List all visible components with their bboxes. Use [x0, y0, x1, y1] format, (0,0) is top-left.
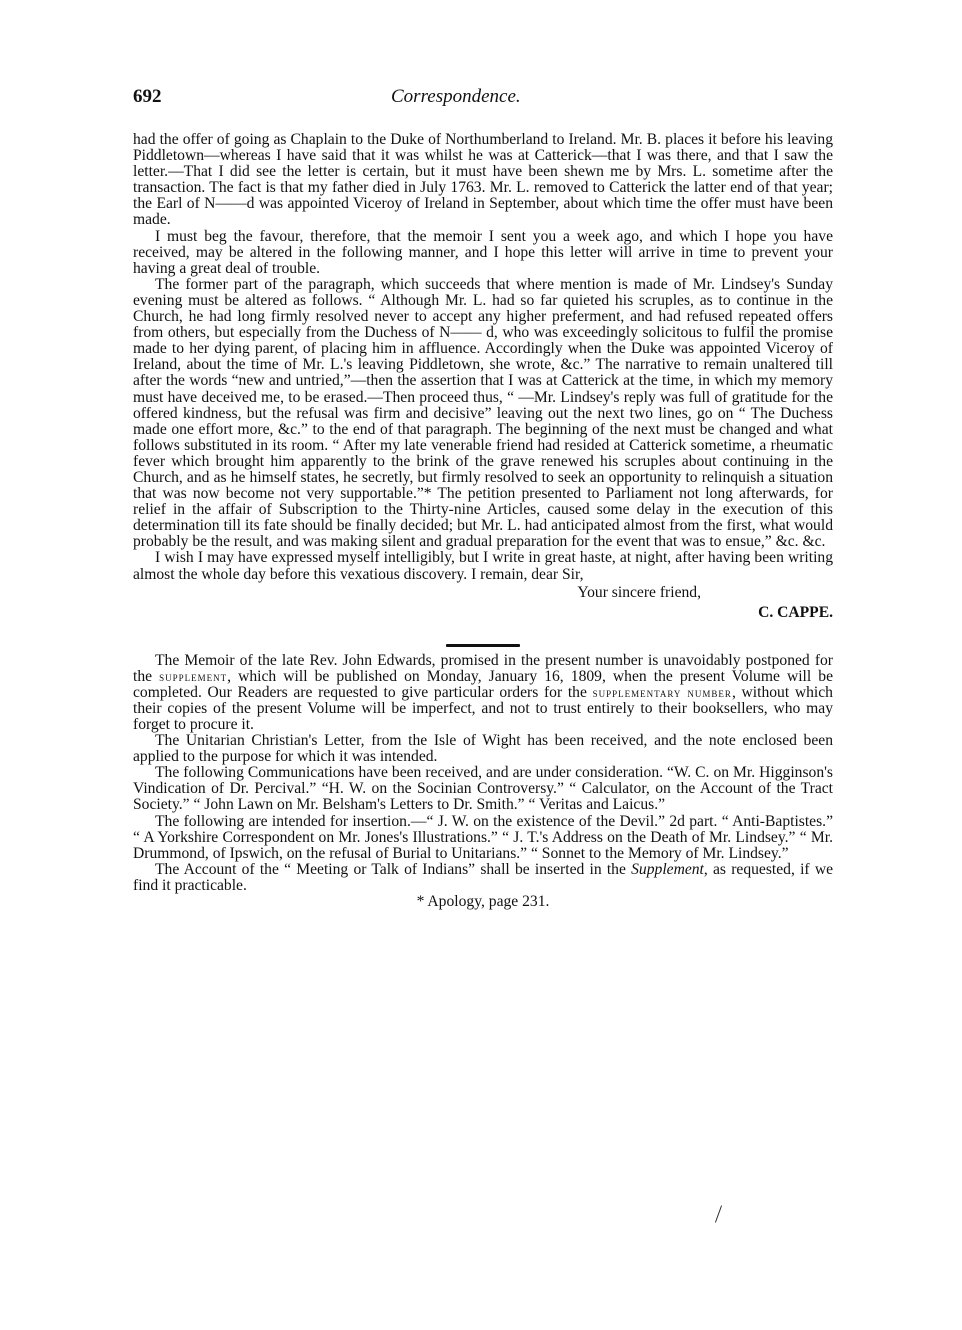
small-caps-term: supplementary number: [592, 684, 732, 700]
notice-indians: [133, 862, 833, 894]
notice-memoir: [133, 653, 833, 733]
section-divider: [446, 644, 520, 647]
notice-text: , which will be published on Monday, January 16, 1809, when the present Volume will be completed. Our Readers are requested to give particular orders for the: [133, 667, 834, 701]
letter-paragraph: I must beg the favour, therefore, that the memoir I sent you a week ago, and which I hope you have received, may be altered in the following manner, and I hope this letter will arrive in time to prevent your having a great deal of trouble.: [133, 227, 833, 277]
notice-under-consideration: The following Communications have been received, and are under consideration. “W. C. on Mr. Higginson's Vindication of Dr. Percival.” “H. W. on the Socinian Controversy.” “ Calculator, on the Account of the Tract Society.” “ John Lawn on Mr. Belsham's Letters to Dr. Smith.” “ Veritas and Laicus.”: [133, 764, 833, 814]
stray-ink-mark: [715, 1205, 722, 1222]
valediction: Your sincere friend,: [577, 583, 701, 601]
footnote: * Apology, page 231.: [416, 893, 550, 911]
running-title: Correspondence.: [391, 86, 521, 107]
running-head: [133, 86, 833, 110]
notice-for-insertion: The following are intended for insertion.—“ J. W. on the existence of the Devil.” 2d part. “ Anti-Baptistes.” “ A Yorkshire Correspondent on Mr. Jones's Illustrations.” “ J. T.'s Address on the Death of Mr. Lindsey.” “ Mr. Drummond, of Ipswich, on the refusal of Burial to Unitarians.” “ Sonnet to the Memory of Mr. Lindsey.”: [133, 812, 833, 862]
closing-paragraph-text: I wish I may have expressed myself intelligibly, but I write in great haste, at night, after having been writing almost the whole day before this vexatious discovery.: [133, 549, 833, 583]
editor-notices: [133, 653, 833, 911]
italic-term: Supplement: [631, 860, 704, 878]
notice-text: , as requested, if we find it practicable.: [133, 860, 834, 894]
notice-text: , without which their copies of the present Volume will be imperfect, and not to trust entirely to their booksellers, who may forget to procure it.: [133, 683, 833, 733]
letter-paragraph: The former part of the paragraph, which succeeds that where mention is made of Mr. Lindsey's Sunday evening must be altered as follows. “ Although Mr. L. had so far quieted his scruples, as to continue in the Church, he had long firmly resolved never to accept any higher preferment, and had refused repeated offers from others, but especially from the Duchess of N—— d, who was exceedingly solicitous to fulfil the promise made to her dying parent, of placing him in affluence. Accordingly when the Duke was appointed Viceroy of Ireland, about the time of Mr. L.'s leaving Piddletown, she wrote, &c.” The narrative to remain unaltered till after the words “new and untried,”—then the assertion that I was at Catterick at the time, in which my memory must have deceived me, to be erased.—Then proceed thus, “ —Mr. Lindsey's reply was full of gratitude for the offered kindness, but the refusal was firm and decisive” leaving out the next two lines, go on “ The Duchess made one effort more, &c.” to the end of that paragraph. The beginning of the next must be changed and what follows substituted in its room. “ After my late venerable friend had resided at Catterick sometime, a rheumatic fever which brought him apparently to the brink of the grave renewed his scruples about continuing in the Church, and as he himself states, he secretly, but firmly resolved to seek an opportunity to relinquish a situation that was now become not very supportable.”* The petition presented to Parliament not long afterwards, for relief in the affair of Subscription to the Thirty-nine Articles, caused some delay in the execution of this determination till its fate should be finally decided; but Mr. L. had anticipated almost from the first, what would probably be the result, and was making silent and gradual preparation for the event that was to ensue,” &c. &c.: [133, 275, 833, 551]
letter-paragraph: had the offer of going as Chaplain to the Duke of Northumberland to Ireland. Mr. B. places it before his leaving Piddletown—whereas I have said that it was whilst he was at Catterick—that I was there, and that I saw the letter.—That I did see the letter is certain, but it must have been shewn me by Mrs. L. sometime after the transaction. The fact is that my father died in July 1763. Mr. L. removed to Catterick the latter end of that year; the Earl of N——d was appointed Viceroy of Ireland in September, about which time the offer must have been made.: [133, 131, 833, 229]
body-text: [133, 132, 833, 910]
notice-unitarian-letter: The Unitarian Christian's Letter, from the Isle of Wight has been received, and the note enclosed been applied to the purpose for which it was intended.: [133, 732, 833, 766]
page-number: 692: [133, 86, 162, 107]
notice-text: The Account of the “ Meeting or Talk of Indians” shall be inserted in the: [155, 860, 632, 878]
signature: C. CAPPE.: [758, 603, 833, 621]
closing-remark: I remain, dear Sir,: [471, 565, 584, 583]
small-caps-term: supplement: [159, 668, 228, 684]
letter-paragraph: [133, 550, 833, 582]
notice-text: The Memoir of the late Rev. John Edwards, promised in the present number is unavoidably postponed for the: [133, 651, 833, 685]
